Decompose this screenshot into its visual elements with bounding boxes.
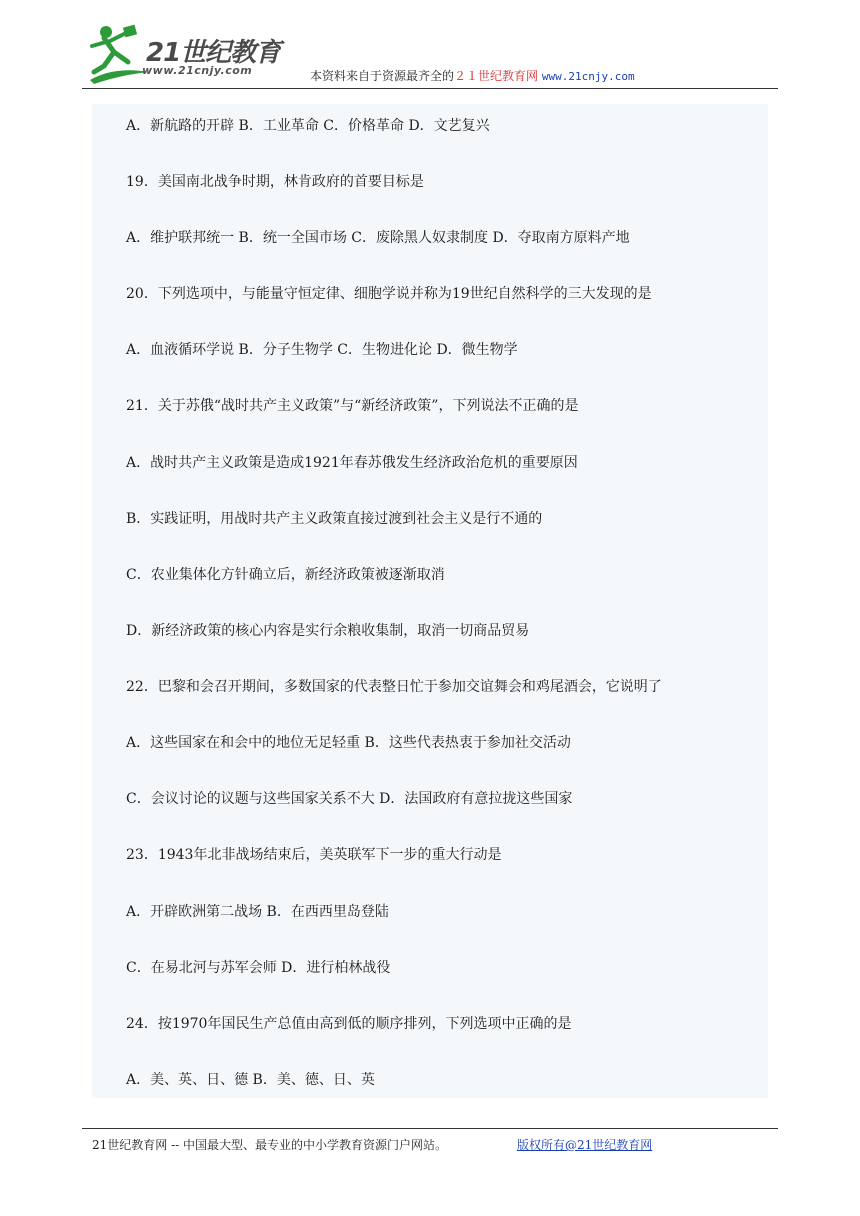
header-divider <box>82 88 778 89</box>
question-20: 20．下列选项中，与能量守恒定律、细胞学说并称为19世纪自然科学的三大发现的是 <box>126 286 652 302</box>
text-line: A．维护联邦统一 B．统一全国市场 C．废除黑人奴隶制度 D．夺取南方原料产地 <box>126 230 630 246</box>
question-22: 22．巴黎和会召开期间，多数国家的代表整日忙于参加交谊舞会和鸡尾酒会，它说明了 <box>126 679 662 695</box>
text-line: B．实践证明，用战时共产主义政策直接过渡到社会主义是行不通的 <box>126 511 543 527</box>
text-line: D．新经济政策的核心内容是实行余粮收集制，取消一切商品贸易 <box>126 623 530 639</box>
copyright-link[interactable]: 版权所有@21世纪教育网 <box>517 1138 653 1152</box>
source-prefix: 本资料来自于资源最齐全的 <box>310 69 455 83</box>
text-line: C．会议讨论的议题与这些国家关系不大 D．法国政府有意拉拢这些国家 <box>126 791 573 807</box>
footer-text: 21世纪教育网 -- 中国最大型、最专业的中小学教育资源门户网站。 <box>92 1138 448 1152</box>
question-23: 23．1943年北非战场结束后，美英联军下一步的重大行动是 <box>126 847 502 863</box>
logo-url-text: www.21cnjy.com <box>142 64 253 77</box>
site-logo[interactable] <box>84 22 284 84</box>
text-line: A．开辟欧洲第二战场 B．在西西里岛登陆 <box>126 904 389 920</box>
text-line: A．美、英、日、德 B．美、德、日、英 <box>126 1072 375 1088</box>
source-note <box>310 67 635 84</box>
source-site-link[interactable]: ２１世纪教育网 <box>454 69 539 83</box>
logo-brand-text: 21世纪教育 <box>146 38 281 68</box>
text-line: C．在易北河与苏军会师 D．进行柏林战役 <box>126 960 391 976</box>
question-21: 21．关于苏俄“战时共产主义政策”与“新经济政策”，下列说法不正确的是 <box>126 398 579 414</box>
question-19: 19．美国南北战争时期，林肯政府的首要目标是 <box>126 174 424 190</box>
source-url-link[interactable]: www.21cnjy.com <box>541 70 635 83</box>
footer-divider <box>82 1128 778 1129</box>
text-line: A．战时共产主义政策是造成1921年春苏俄发生经济政治危机的重要原因 <box>126 455 578 471</box>
text-line: A．血液循环学说 B．分子生物学 C．生物进化论 D．微生物学 <box>126 342 518 358</box>
page-header <box>0 0 860 100</box>
question-content <box>92 104 768 1098</box>
text-line: C．农业集体化方针确立后，新经济政策被逐渐取消 <box>126 567 445 583</box>
text-line: A．这些国家在和会中的地位无足轻重 B．这些代表热衷于参加社交活动 <box>126 735 571 751</box>
question-24: 24．按1970年国民生产总值由高到低的顺序排列，下列选项中正确的是 <box>126 1016 572 1032</box>
text-line: A．新航路的开辟 B．工业革命 C．价格革命 D．文艺复兴 <box>126 118 490 134</box>
